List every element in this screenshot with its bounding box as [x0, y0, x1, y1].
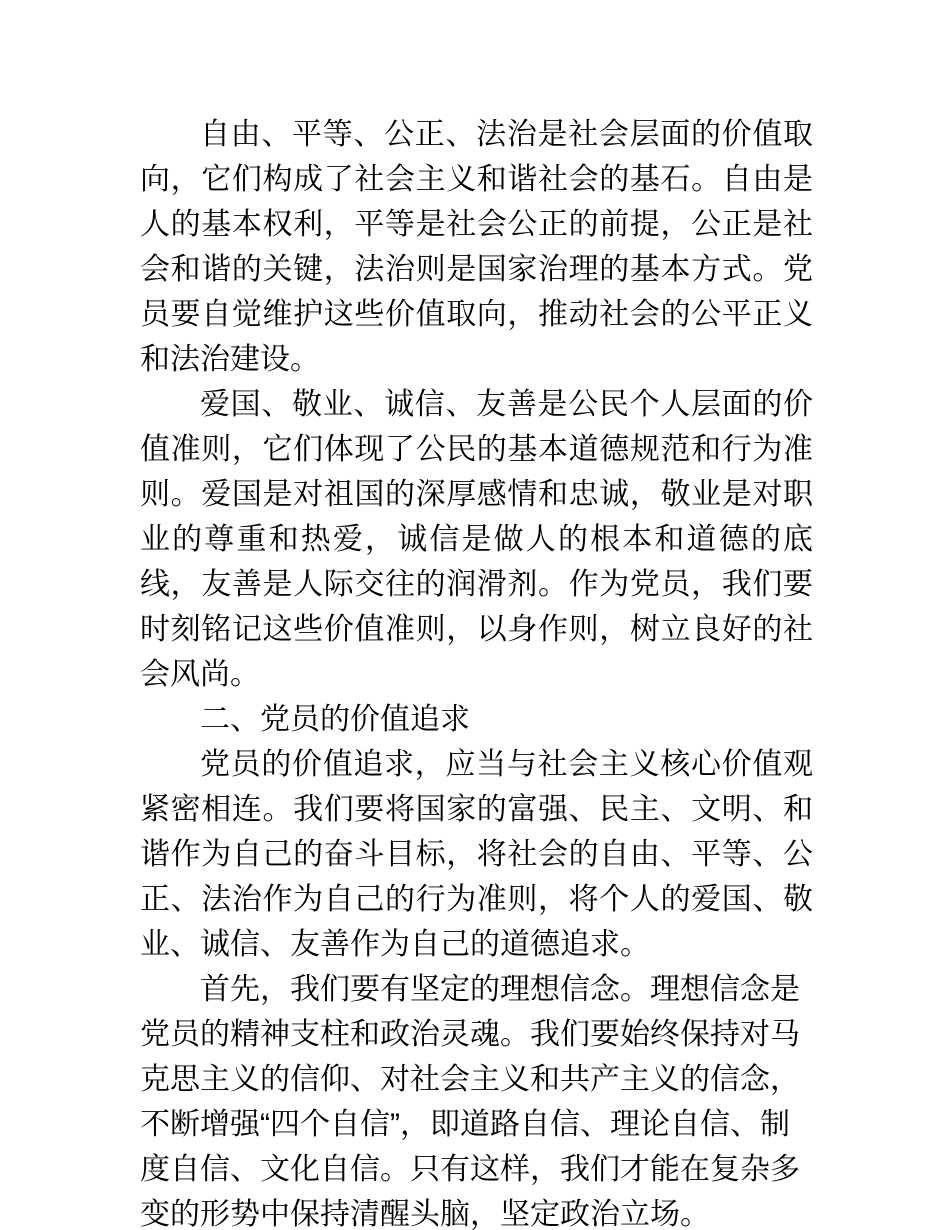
section-heading-two: 二、党员的价值追求: [200, 703, 470, 736]
paragraph-ideals-and-beliefs: 首先，我们要有坚定的理想信念。理想信念是党员的精神支柱和政治灵魂。我们要始终保持对马克思主义的信仰、对社会主义和共产主义的信念，不断增强“四个自信”，即道路自信、理论自信、制度自信、文化自信。只有这样，我们才能在复杂多变的形势中保持清醒头脑，坚定政治立场。: [140, 973, 800, 1230]
paragraph-party-member-pursuit: 党员的价值追求，应当与社会主义核心价值观紧密相连。我们要将国家的富强、民主、文明、和谐作为自己的奋斗目标，将社会的自由、平等、公正、法治作为自己的行为准则，将个人的爱国、敬业、诚信、友善作为自己的道德追求。: [140, 748, 813, 961]
paragraph-individual-values: 爱国、敬业、诚信、友善是公民个人层面的价值准则，它们体现了公民的基本道德规范和行为准则。爱国是对祖国的深厚感情和忠诚，敬业是对职业的尊重和热爱，诚信是做人的根本和道德的底线，友善是人际交往的润滑剂。作为党员，我们要时刻铭记这些价值准则，以身作则，树立良好的社会风尚。: [140, 388, 813, 691]
paragraph-social-values: 自由、平等、公正、法治是社会层面的价值取向，它们构成了社会主义和谐社会的基石。自由是人的基本权利，平等是社会公正的前提，公正是社会和谐的关键，法治则是国家治理的基本方式。党员要自觉维护这些价值取向，推动社会的公平正义和法治建设。: [140, 118, 813, 376]
document-text-column: [140, 112, 813, 1230]
